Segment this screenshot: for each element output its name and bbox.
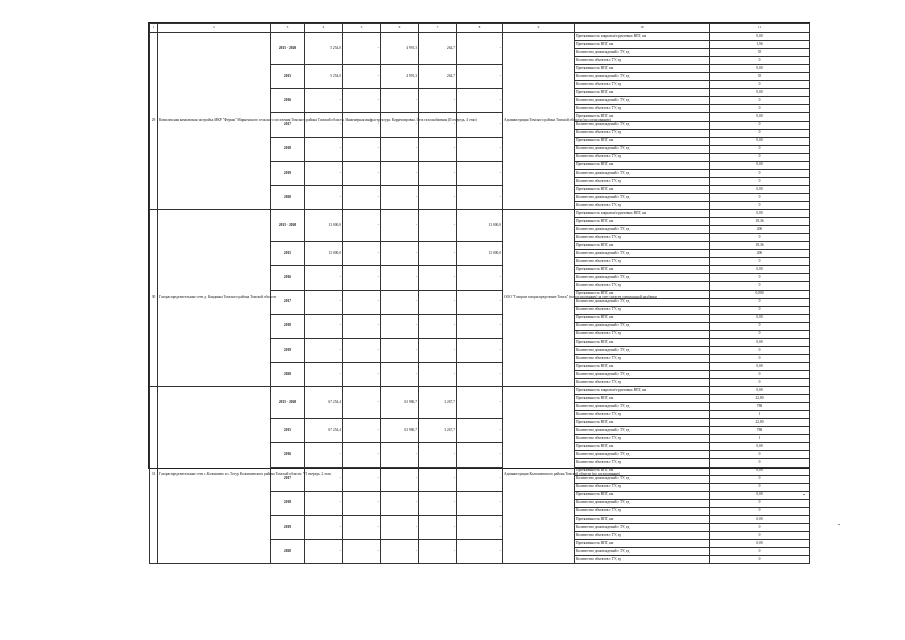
- period-year: 2015 - 2020: [271, 210, 305, 242]
- indicator-name: Протяженность ВПГ, км: [575, 467, 710, 475]
- amount-federal: -: [343, 362, 381, 386]
- amount-other: -: [457, 443, 503, 467]
- amount-local: 3 267,7: [419, 419, 457, 443]
- amount-regional: 63 986,7: [381, 387, 419, 419]
- amount-federal: -: [343, 113, 381, 137]
- indicator-value: 0: [710, 451, 810, 459]
- indicator-value: 0: [710, 507, 810, 515]
- amount-local: -: [419, 338, 457, 362]
- amount-total: -: [305, 539, 343, 563]
- amount-federal: -: [343, 290, 381, 314]
- amount-regional: -: [381, 161, 419, 185]
- indicator-value: 0: [710, 483, 810, 491]
- indicator-name: Протяженность закрытых\грунтовых ВПГ, км: [575, 33, 710, 41]
- period-year: 2015: [271, 65, 305, 89]
- column-number: 10: [575, 24, 710, 33]
- indicator-name: Количество объектов с ТУ, ед: [575, 483, 710, 491]
- indicator-value: 0: [710, 274, 810, 282]
- column-number: 9: [503, 24, 575, 33]
- indicator-name: Количество объектов с ТУ, ед: [575, 57, 710, 65]
- amount-other: -: [457, 290, 503, 314]
- indicator-value: 0,00: [710, 362, 810, 370]
- indicator-name: Количество объектов с ТУ, ед: [575, 153, 710, 161]
- indicator-value: 1: [710, 411, 810, 419]
- indicator-value: 1,96: [710, 41, 810, 49]
- amount-other: -: [457, 33, 503, 65]
- amount-regional: 4 991,3: [381, 65, 419, 89]
- object-name: Комплексная компактная застройка МКР "Фермы" Мирненского сельского поселения Томского района Томской области. Инженерная инфраструктура. Корректировка. I эта газоснабжения (II очередь, 4 этап): [158, 33, 271, 210]
- amount-federal: -: [343, 443, 381, 467]
- amount-local: -: [419, 290, 457, 314]
- indicator-name: Количество домовладений с ТУ, ед: [575, 193, 710, 201]
- amount-federal: -: [343, 491, 381, 515]
- row-number: 31: [150, 387, 158, 564]
- indicator-value: 0,00: [710, 266, 810, 274]
- amount-regional: -: [381, 515, 419, 539]
- amount-regional: -: [381, 539, 419, 563]
- amount-other: -: [457, 362, 503, 386]
- indicator-name: Количество объектов с ТУ, ед: [575, 354, 710, 362]
- amount-federal: -: [343, 137, 381, 161]
- indicator-name: Количество домовладений с ТУ, ед: [575, 346, 710, 354]
- period-year: 2018: [271, 314, 305, 338]
- amount-local: -: [419, 113, 457, 137]
- amount-other: -: [457, 539, 503, 563]
- indicator-value: 1: [710, 435, 810, 443]
- period-year: 2017: [271, 290, 305, 314]
- amount-local: -: [419, 161, 457, 185]
- indicator-value: 0: [710, 306, 810, 314]
- amount-local: -: [419, 210, 457, 242]
- indicator-value: 0,00: [710, 387, 810, 395]
- amount-regional: -: [381, 491, 419, 515]
- indicator-value: 0: [710, 330, 810, 338]
- indicator-name: Количество домовладений с ТУ, ед: [575, 97, 710, 105]
- indicator-value: 0,00: [710, 539, 810, 547]
- indicator-name: Количество домовладений с ТУ, ед: [575, 523, 710, 531]
- indicator-name: Протяженность ВПГ, км: [575, 89, 710, 97]
- indicator-name: Количество домовладений с ТУ, ед: [575, 274, 710, 282]
- indicator-name: Количество домовладений с ТУ, ед: [575, 73, 710, 81]
- amount-other: 13 000,0: [457, 242, 503, 266]
- indicator-name: Протяженность ВПГ, км: [575, 65, 710, 73]
- amount-federal: -: [343, 161, 381, 185]
- period-year: 2020: [271, 362, 305, 386]
- amount-total: 5 254,0: [305, 33, 343, 65]
- indicator-value: 0,00: [710, 161, 810, 169]
- indicator-name: Протяженность ВПГ, км: [575, 539, 710, 547]
- column-number: 1: [150, 24, 158, 33]
- amount-total: -: [305, 338, 343, 362]
- indicator-name: Протяженность ВПГ, км: [575, 515, 710, 523]
- indicator-name: Протяженность ВПГ, км: [575, 362, 710, 370]
- indicator-name: Количество объектов с ТУ, ед: [575, 411, 710, 419]
- amount-regional: -: [381, 113, 419, 137]
- amount-local: -: [419, 443, 457, 467]
- indicator-value: 0: [710, 193, 810, 201]
- amount-other: -: [457, 314, 503, 338]
- indicator-name: Протяженность ВПГ, км: [575, 419, 710, 427]
- indicator-value: 0,00: [710, 113, 810, 121]
- period-year: 2019: [271, 515, 305, 539]
- amount-federal: -: [343, 387, 381, 419]
- indicator-value: 0: [710, 169, 810, 177]
- period-year: 2019: [271, 338, 305, 362]
- amount-federal: -: [343, 515, 381, 539]
- amount-federal: -: [343, 210, 381, 242]
- indicator-name: Протяженность ВПГ, км: [575, 314, 710, 322]
- period-year: 2015 - 2020: [271, 33, 305, 65]
- indicator-value: 0: [710, 145, 810, 153]
- indicator-value: 18,36: [710, 218, 810, 226]
- indicator-value: 0,000: [710, 290, 810, 298]
- amount-total: 67 254,4: [305, 387, 343, 419]
- amount-other: -: [457, 338, 503, 362]
- executor-name: ООО "Газпром газораспределение Томск" (по согласованию) за счет средств специальной надбавки: [503, 210, 575, 387]
- indicator-value: 0: [710, 548, 810, 556]
- amount-total: -: [305, 161, 343, 185]
- indicator-value: 0,00: [710, 467, 810, 475]
- period-year: 2017: [271, 467, 305, 491]
- amount-other: -: [457, 387, 503, 419]
- amount-local: -: [419, 515, 457, 539]
- indicator-value: 0,00: [710, 137, 810, 145]
- indicator-value: 400: [710, 250, 810, 258]
- indicator-name: Количество объектов с ТУ, ед: [575, 306, 710, 314]
- indicator-value: 400: [710, 226, 810, 234]
- period-year: 2015 - 2020: [271, 387, 305, 419]
- table-row: [150, 33, 810, 41]
- indicator-name: Количество домовладений с ТУ, ед: [575, 499, 710, 507]
- period-year: 2016: [271, 89, 305, 113]
- column-number: 5: [343, 24, 381, 33]
- indicator-name: Количество объектов с ТУ, ед: [575, 556, 710, 564]
- column-number: 11: [710, 24, 810, 33]
- object-name: Газораспределительные сети с.Колпашево и с.Тогур Колпашевского района Томской области. VI очередь. 2 этап: [158, 387, 271, 564]
- indicator-value: 0: [710, 97, 810, 105]
- amount-total: -: [305, 113, 343, 137]
- indicator-value: 0: [710, 258, 810, 266]
- amount-federal: -: [343, 338, 381, 362]
- indicator-name: Протяженность ВПГ, км: [575, 242, 710, 250]
- amount-total: -: [305, 185, 343, 209]
- indicator-value: 0: [710, 556, 810, 564]
- indicator-name: Количество объектов с ТУ, ед: [575, 282, 710, 290]
- indicator-value: 0: [710, 105, 810, 113]
- amount-total: 13 000,0: [305, 210, 343, 242]
- amount-local: -: [419, 467, 457, 491]
- indicator-value: 0: [710, 81, 810, 89]
- amount-other: -: [457, 65, 503, 89]
- amount-regional: -: [381, 266, 419, 290]
- amount-regional: 63 986,7: [381, 419, 419, 443]
- indicator-name: Количество объектов с ТУ, ед: [575, 129, 710, 137]
- indicator-name: Количество домовладений с ТУ, ед: [575, 427, 710, 435]
- amount-other: -: [457, 515, 503, 539]
- amount-total: -: [305, 314, 343, 338]
- indicator-value: 0: [710, 322, 810, 330]
- amount-federal: -: [343, 185, 381, 209]
- indicator-value: 22,80: [710, 395, 810, 403]
- indicator-name: Количество объектов с ТУ, ед: [575, 177, 710, 185]
- amount-federal: -: [343, 242, 381, 266]
- amount-other: -: [457, 161, 503, 185]
- indicator-name: Количество домовладений с ТУ, ед: [575, 451, 710, 459]
- indicator-value: 0: [710, 153, 810, 161]
- indicator-value: 0,00: [710, 89, 810, 97]
- row-number: 30: [150, 210, 158, 387]
- amount-federal: -: [343, 314, 381, 338]
- indicator-value: 0,00: [710, 210, 810, 218]
- amount-local: 3 267,7: [419, 387, 457, 419]
- indicator-name: Протяженность закрытых\грунтовых ВПГ, км: [575, 387, 710, 395]
- indicator-name: Протяженность ВПГ, км: [575, 443, 710, 451]
- amount-federal: -: [343, 89, 381, 113]
- amount-local: -: [419, 266, 457, 290]
- amount-local: -: [419, 362, 457, 386]
- amount-federal: -: [343, 33, 381, 65]
- amount-federal: -: [343, 539, 381, 563]
- indicator-name: Протяженность ВПГ, км: [575, 185, 710, 193]
- executor-name: Администрация Томского района Томской области (по согласованию): [503, 33, 575, 210]
- period-year: 2020: [271, 539, 305, 563]
- indicator-name: Количество домовладений с ТУ, ед: [575, 475, 710, 483]
- indicator-name: Количество домовладений с ТУ, ед: [575, 145, 710, 153]
- amount-total: -: [305, 137, 343, 161]
- amount-local: 262,7: [419, 65, 457, 89]
- indicator-name: Протяженность ВПГ, км: [575, 41, 710, 49]
- amount-regional: -: [381, 210, 419, 242]
- period-year: 2018: [271, 491, 305, 515]
- column-number-row: [150, 24, 810, 33]
- indicator-value: 0,00: [710, 443, 810, 451]
- indicator-value: 0: [710, 282, 810, 290]
- indicator-name: Количество домовладений с ТУ, ед: [575, 298, 710, 306]
- amount-other: -: [457, 467, 503, 491]
- indicator-value: 788: [710, 427, 810, 435]
- indicator-value: 0: [710, 57, 810, 65]
- amount-local: -: [419, 242, 457, 266]
- indicator-name: Количество домовладений с ТУ, ед: [575, 121, 710, 129]
- indicator-name: Количество домовладений с ТУ, ед: [575, 169, 710, 177]
- period-year: 2020: [271, 185, 305, 209]
- indicator-name: Количество объектов с ТУ, ед: [575, 330, 710, 338]
- indicator-name: Количество домовладений с ТУ, ед: [575, 322, 710, 330]
- indicator-name: Количество объектов с ТУ, ед: [575, 459, 710, 467]
- indicator-value: 18,36: [710, 242, 810, 250]
- amount-other: -: [457, 89, 503, 113]
- indicator-value: 0,00: [710, 314, 810, 322]
- indicator-name: Количество домовладений с ТУ, ед: [575, 370, 710, 378]
- amount-regional: -: [381, 443, 419, 467]
- indicator-value: 0: [710, 346, 810, 354]
- indicator-value: 0: [710, 379, 810, 387]
- indicator-name: Количество объектов с ТУ, ед: [575, 379, 710, 387]
- indicator-name: Протяженность ВПГ, км: [575, 137, 710, 145]
- indicator-value: 0: [710, 523, 810, 531]
- indicator-value: 0: [710, 129, 810, 137]
- amount-other: -: [457, 113, 503, 137]
- indicator-name: Количество домовладений с ТУ, ед: [575, 226, 710, 234]
- amount-total: -: [305, 89, 343, 113]
- indicator-name: Количество объектов с ТУ, ед: [575, 81, 710, 89]
- indicator-value: 0,00: [710, 515, 810, 523]
- amount-local: -: [419, 539, 457, 563]
- amount-total: -: [305, 467, 343, 491]
- indicator-name: Протяженность ВПГ, км: [575, 290, 710, 298]
- indicator-name: Количество объектов с ТУ, ед: [575, 258, 710, 266]
- indicator-value: 0: [710, 121, 810, 129]
- indicator-name: Протяженность ВПГ, км: [575, 218, 710, 226]
- period-year: 2016: [271, 266, 305, 290]
- column-number: 6: [381, 24, 419, 33]
- indicator-value: 0: [710, 234, 810, 242]
- amount-other: -: [457, 137, 503, 161]
- indicator-name: Протяженность ВПГ, км: [575, 338, 710, 346]
- indicator-name: Количество объектов с ТУ, ед: [575, 435, 710, 443]
- column-number: 2: [158, 24, 271, 33]
- amount-regional: -: [381, 242, 419, 266]
- period-year: 2019: [271, 161, 305, 185]
- amount-total: 5 254,0: [305, 65, 343, 89]
- amount-federal: -: [343, 467, 381, 491]
- indicator-value: 0,00: [710, 65, 810, 73]
- column-number: 7: [419, 24, 457, 33]
- amount-other: -: [457, 266, 503, 290]
- indicator-value: 0: [710, 201, 810, 209]
- amount-other: -: [457, 419, 503, 443]
- period-year: 2018: [271, 137, 305, 161]
- indicator-name: Количество объектов с ТУ, ед: [575, 531, 710, 539]
- indicator-name: Протяженность ВПГ, км: [575, 266, 710, 274]
- amount-regional: 4 991,3: [381, 33, 419, 65]
- amount-regional: -: [381, 89, 419, 113]
- indicator-value: 0: [710, 459, 810, 467]
- indicator-value: 0,00: [710, 185, 810, 193]
- column-number: 8: [457, 24, 503, 33]
- amount-local: -: [419, 314, 457, 338]
- amount-local: -: [419, 491, 457, 515]
- indicator-value: 0: [710, 370, 810, 378]
- indicator-value: 788: [710, 403, 810, 411]
- period-year: 2015: [271, 242, 305, 266]
- indicator-value: 0: [710, 298, 810, 306]
- period-year: 2017: [271, 113, 305, 137]
- amount-total: 67 254,4: [305, 419, 343, 443]
- scan-speck: [838, 524, 840, 525]
- amount-local: -: [419, 89, 457, 113]
- period-year: 2015: [271, 419, 305, 443]
- amount-total: -: [305, 290, 343, 314]
- indicator-name: Протяженность ВПГ, км: [575, 113, 710, 121]
- indicator-name: Протяженность ВПГ, км: [575, 161, 710, 169]
- indicator-name: Количество объектов с ТУ, ед: [575, 105, 710, 113]
- indicator-value: 55: [710, 49, 810, 57]
- amount-federal: -: [343, 419, 381, 443]
- amount-other: -: [457, 491, 503, 515]
- amount-regional: -: [381, 314, 419, 338]
- amount-other: -: [457, 185, 503, 209]
- indicator-value: 0: [710, 177, 810, 185]
- indicator-name: Протяженность закрытых\грунтовых ВПГ, км: [575, 210, 710, 218]
- object-name: Газораспределительные сети д. Кандинка Томского района Томской области: [158, 210, 271, 387]
- indicator-value: 0: [710, 354, 810, 362]
- row-number: 29: [150, 33, 158, 210]
- indicator-name: Количество домовладений с ТУ, ед: [575, 250, 710, 258]
- scan-speck: [803, 494, 805, 495]
- amount-regional: -: [381, 185, 419, 209]
- indicator-name: Количество домовладений с ТУ, ед: [575, 403, 710, 411]
- period-year: 2016: [271, 443, 305, 467]
- amount-total: -: [305, 515, 343, 539]
- indicator-value: 0: [710, 499, 810, 507]
- indicator-value: 0,00: [710, 338, 810, 346]
- amount-regional: -: [381, 362, 419, 386]
- indicator-name: Количество объектов с ТУ, ед: [575, 201, 710, 209]
- amount-federal: -: [343, 65, 381, 89]
- indicator-value: 22,80: [710, 419, 810, 427]
- indicator-name: Количество объектов с ТУ, ед: [575, 507, 710, 515]
- amount-regional: -: [381, 137, 419, 161]
- amount-total: -: [305, 443, 343, 467]
- indicator-value: 55: [710, 73, 810, 81]
- amount-total: -: [305, 491, 343, 515]
- amount-other: 13 000,0: [457, 210, 503, 242]
- amount-regional: -: [381, 290, 419, 314]
- amount-total: 13 000,0: [305, 242, 343, 266]
- indicator-value: 0,00: [710, 33, 810, 41]
- document-sheet: [148, 22, 810, 561]
- amount-local: -: [419, 185, 457, 209]
- amount-total: -: [305, 266, 343, 290]
- table-row: [150, 210, 810, 218]
- indicator-value: 0: [710, 475, 810, 483]
- table-row: [150, 387, 810, 395]
- indicator-name: Количество домовладений с ТУ, ед: [575, 49, 710, 57]
- amount-regional: -: [381, 338, 419, 362]
- indicator-value: 0: [710, 531, 810, 539]
- column-number: 3: [271, 24, 305, 33]
- amount-local: -: [419, 137, 457, 161]
- amount-regional: -: [381, 467, 419, 491]
- indicator-name: Количество домовладений с ТУ, ед: [575, 548, 710, 556]
- indicator-name: Протяженность ВПГ, км: [575, 395, 710, 403]
- indicator-value: 0,00: [710, 491, 810, 499]
- program-table: [149, 23, 810, 564]
- executor-name: Администрация Колпашевского района Томской области (по согласованию): [503, 387, 575, 564]
- indicator-name: Количество объектов с ТУ, ед: [575, 234, 710, 242]
- indicator-name: Протяженность ВПГ, км: [575, 491, 710, 499]
- amount-federal: -: [343, 266, 381, 290]
- column-number: 4: [305, 24, 343, 33]
- amount-total: -: [305, 362, 343, 386]
- amount-local: 262,7: [419, 33, 457, 65]
